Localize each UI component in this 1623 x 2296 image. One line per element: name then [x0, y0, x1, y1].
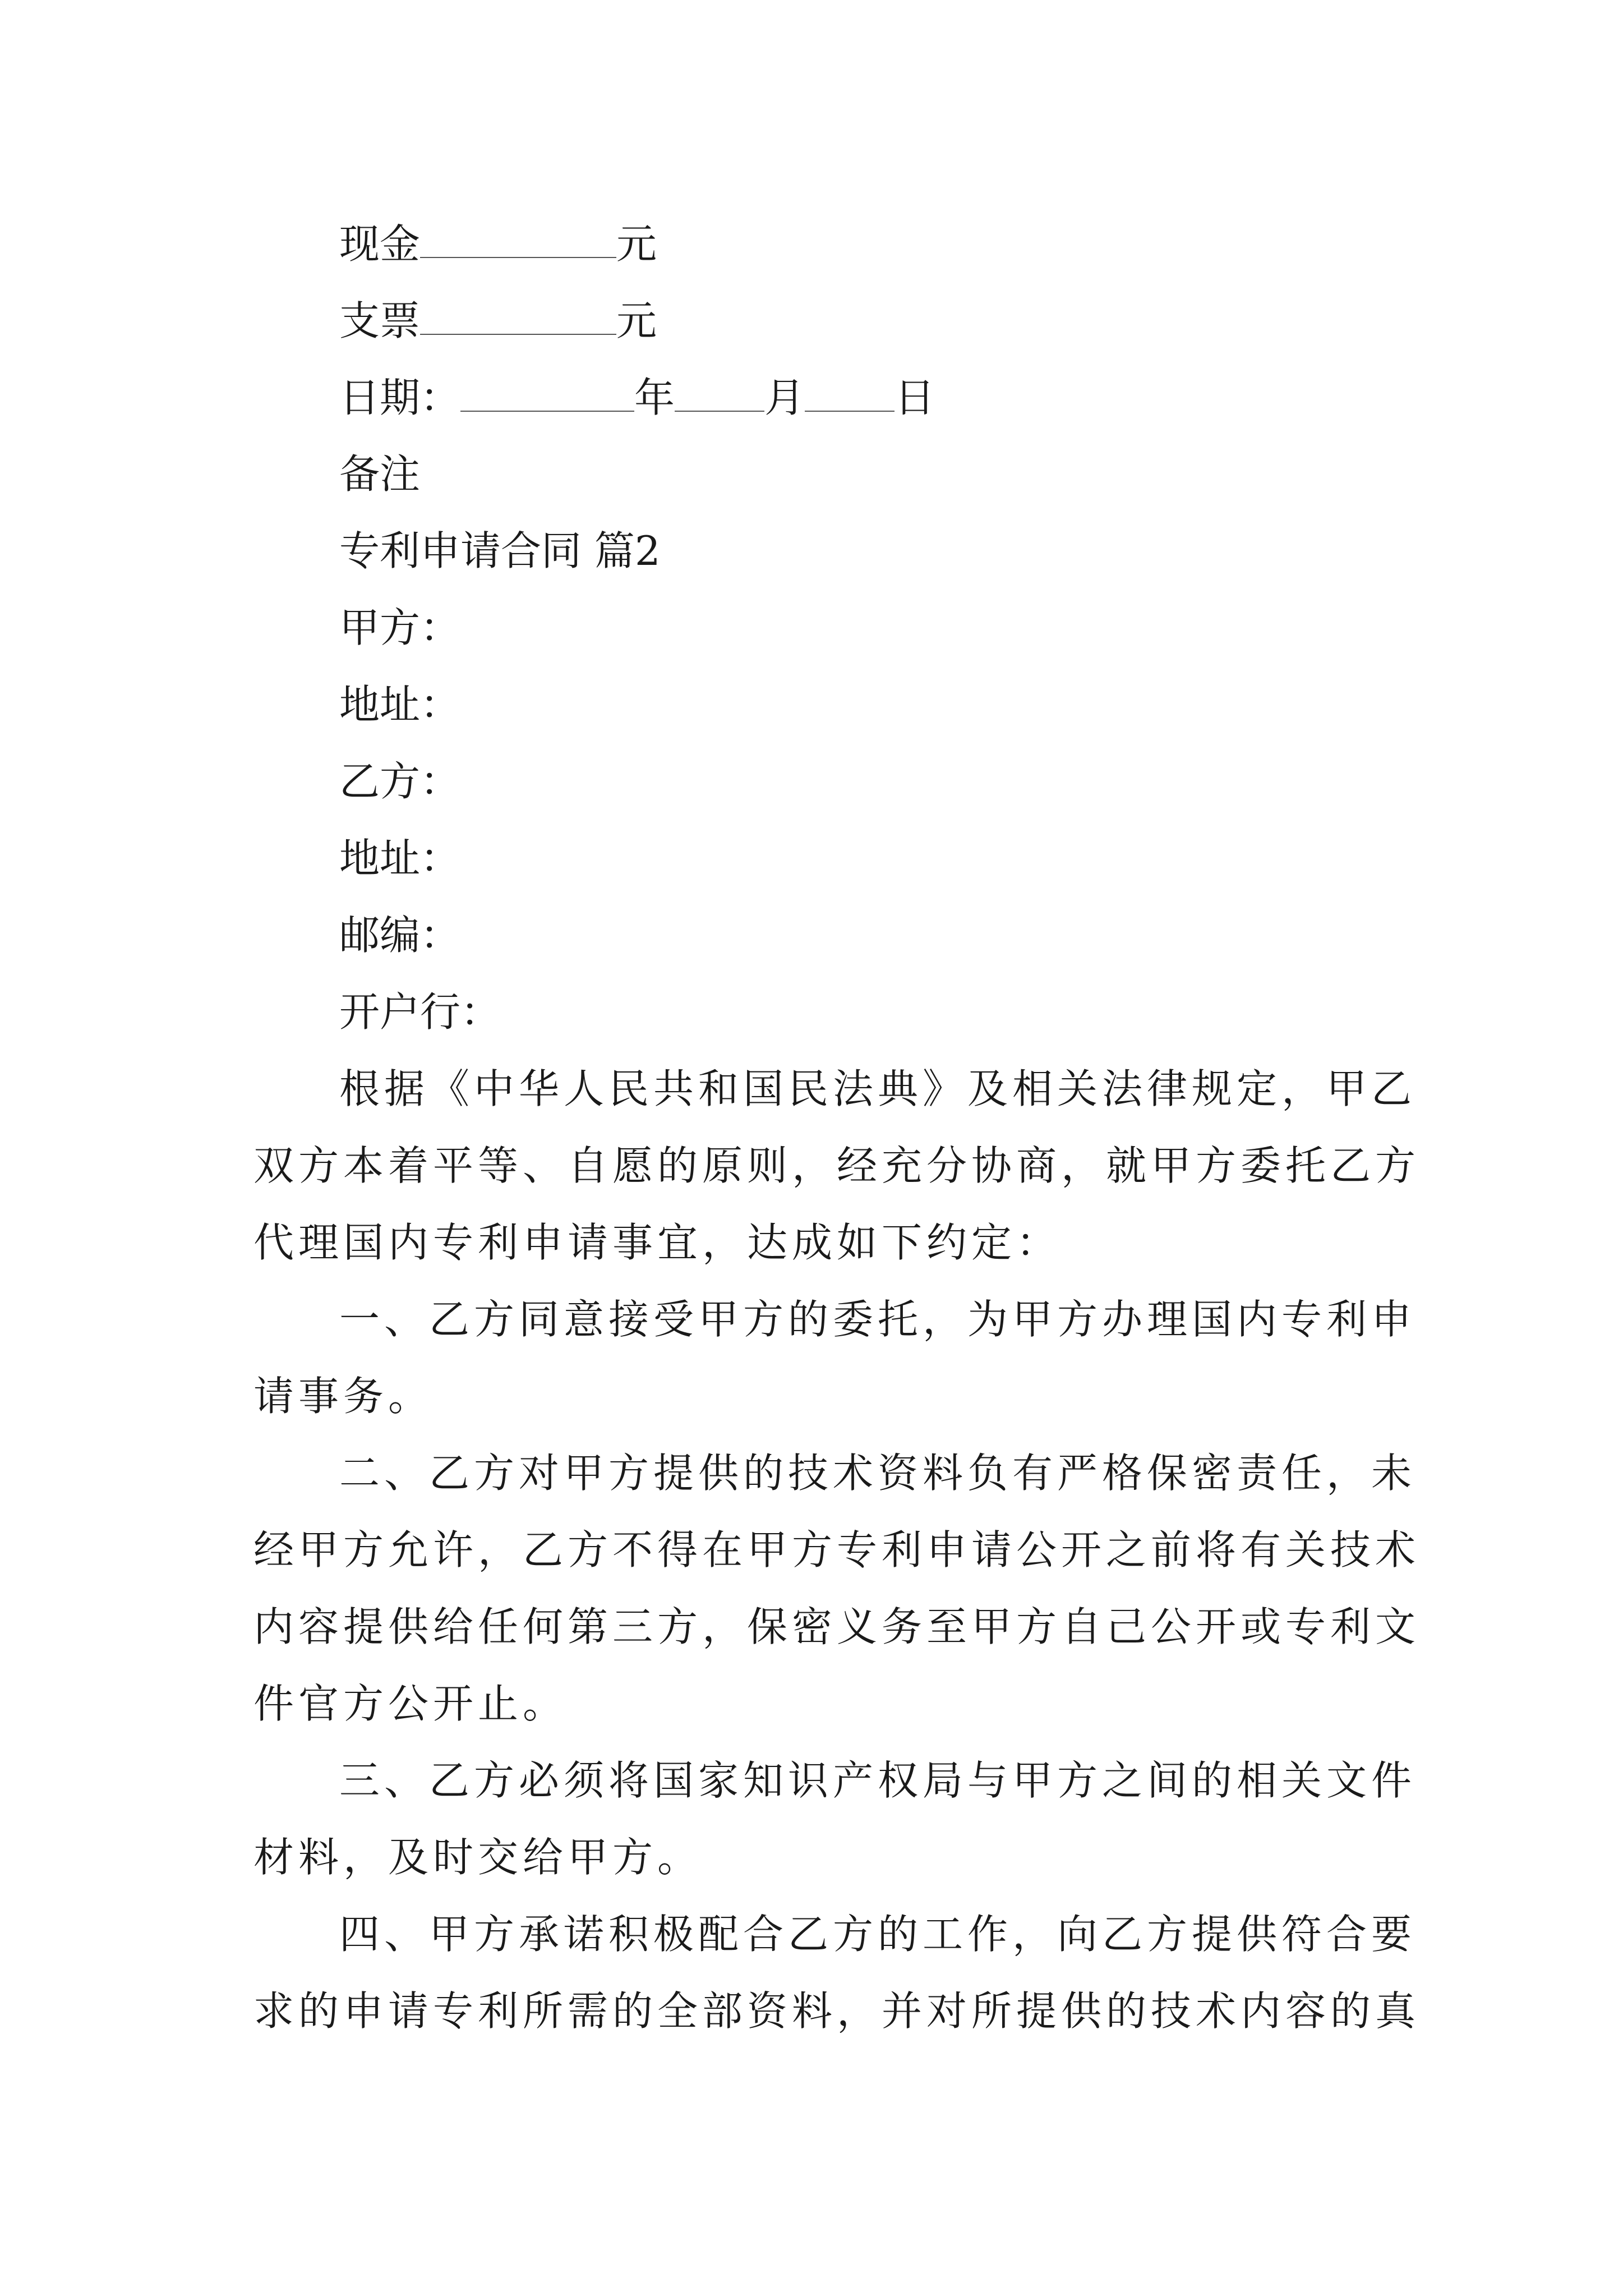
bank-label: 开户行： — [339, 988, 501, 1036]
clause3-line-2: 材料，及时交给甲方。 — [253, 1834, 703, 1881]
check-blank[interactable] — [420, 300, 616, 335]
check-line — [339, 297, 657, 344]
clause2-line-1: 二、乙方对甲方提供的技术资料负有严格保密责任，未 — [339, 1450, 1417, 1497]
month-label: 月 — [764, 374, 805, 421]
intro-line-2: 双方本着平等、自愿的原则，经充分协商，就甲方委托乙方 — [253, 1142, 1421, 1189]
date-line — [339, 374, 935, 421]
year-blank[interactable] — [460, 377, 634, 412]
remarks-label: 备注 — [339, 450, 421, 498]
intro-line-1: 根据《中华人民共和国民法典》及相关法律规定，甲乙 — [339, 1065, 1417, 1112]
cash-unit: 元 — [616, 220, 657, 268]
day-blank[interactable] — [805, 377, 895, 412]
day-label: 日 — [895, 374, 935, 421]
contract-heading: 专利申请合同 篇2 — [339, 527, 661, 574]
check-unit: 元 — [616, 297, 657, 344]
cash-blank[interactable] — [420, 223, 616, 258]
check-label: 支票 — [339, 297, 421, 344]
clause4-line-2: 求的申请专利所需的全部资料，并对所提供的技术内容的真 — [253, 1987, 1421, 2035]
clause3-line-1: 三、乙方必须将国家知识产权局与甲方之间的相关文件 — [339, 1757, 1417, 1804]
date-label: 日期： — [339, 374, 461, 421]
clause2-line-2: 经甲方允许，乙方不得在甲方专利申请公开之前将有关技术 — [253, 1526, 1421, 1573]
clause1-line-1: 一、乙方同意接受甲方的委托，为甲方办理国内专利申 — [339, 1296, 1417, 1343]
intro-line-3: 代理国内专利申请事宜，达成如下约定： — [253, 1219, 1062, 1266]
address-a-label: 地址： — [339, 681, 461, 728]
cash-label: 现金 — [339, 220, 421, 268]
month-blank[interactable] — [675, 377, 764, 412]
postcode-label: 邮编： — [339, 912, 461, 959]
party-a-label: 甲方： — [339, 604, 461, 651]
address-b-label: 地址： — [339, 835, 461, 882]
party-b-label: 乙方： — [339, 758, 461, 805]
clause2-line-3: 内容提供给任何第三方，保密义务至甲方自己公开或专利文 — [253, 1603, 1421, 1650]
cash-line — [339, 220, 657, 268]
year-label: 年 — [634, 374, 675, 421]
clause1-line-2: 请事务。 — [253, 1373, 434, 1420]
clause4-line-1: 四、甲方承诺积极配合乙方的工作，向乙方提供符合要 — [339, 1911, 1417, 1958]
clause2-line-4: 件官方公开止。 — [253, 1680, 568, 1727]
